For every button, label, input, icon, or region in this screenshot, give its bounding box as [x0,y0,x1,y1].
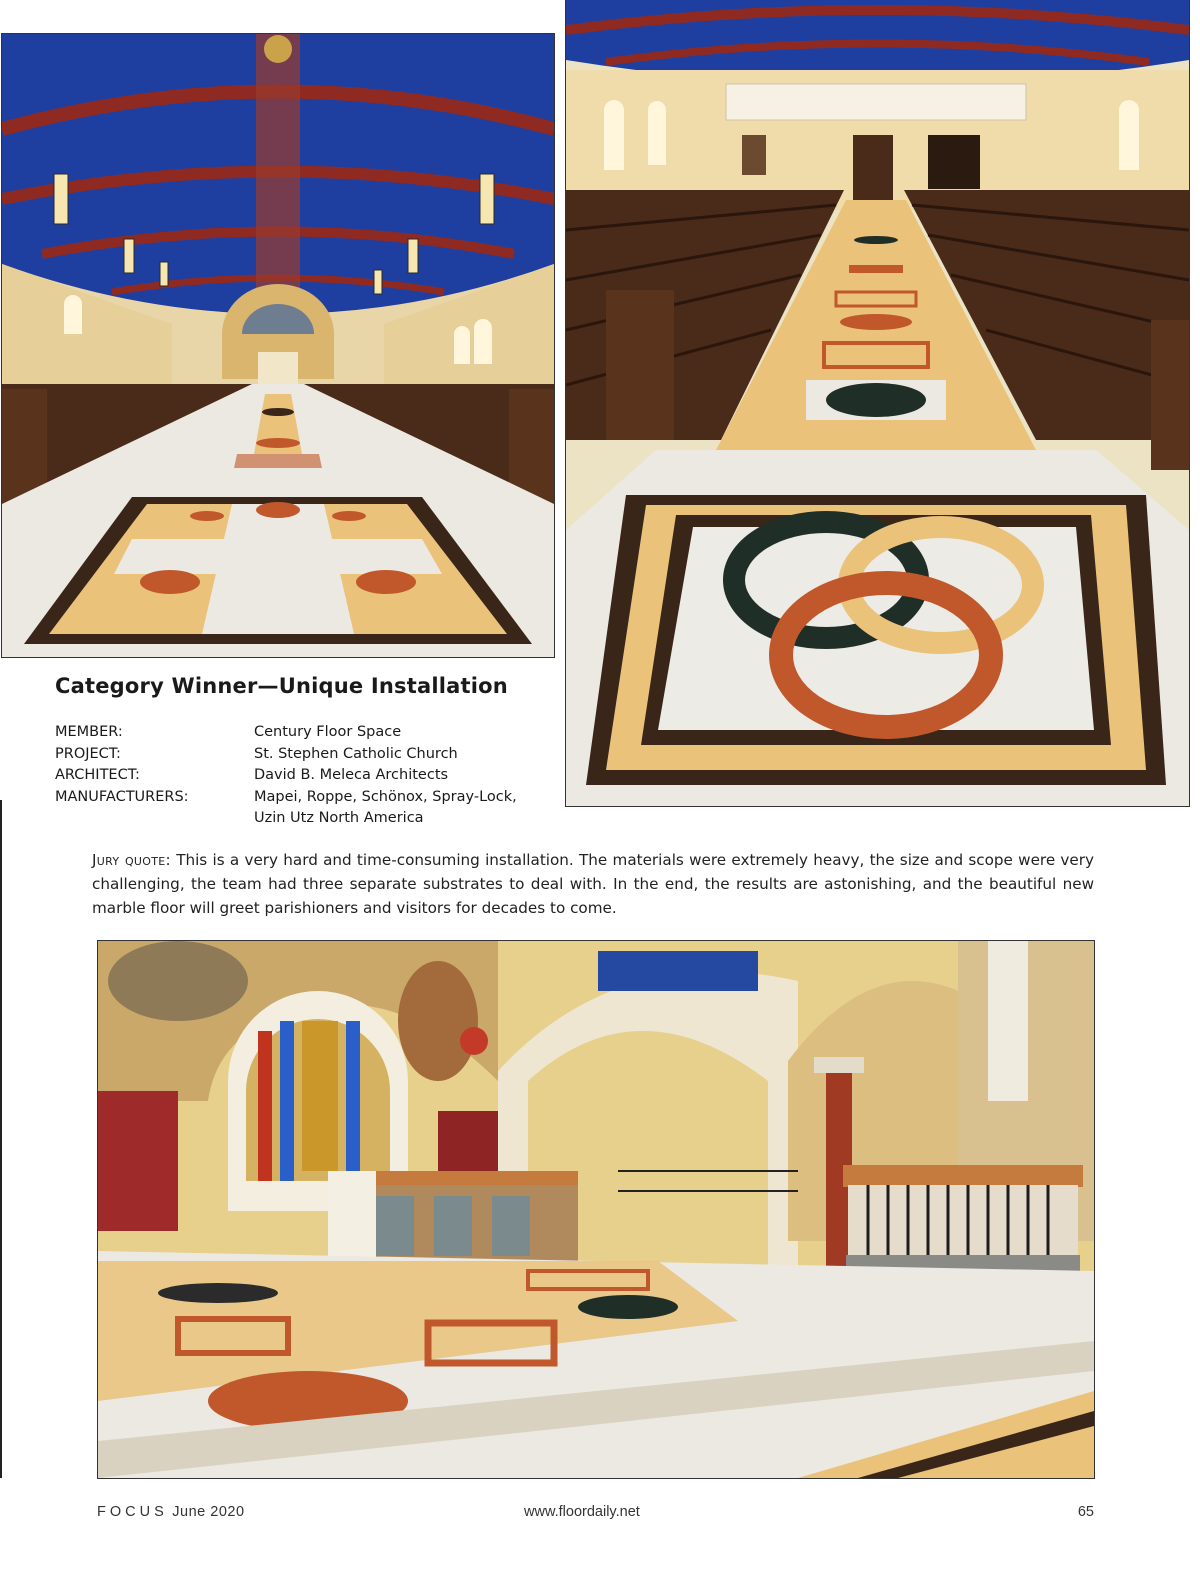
photo-aisle-rings-medallion [565,0,1190,807]
page-edge-rule [0,800,2,1478]
footer-page-number: 65 [1077,1504,1094,1520]
credit-value: David B. Meleca Architects [254,767,449,783]
credit-value: Century Floor Space [254,724,402,740]
footer-issue-date: June 2020 [172,1504,245,1520]
photo-church-nave [1,33,555,658]
project-credits [55,722,544,830]
credit-row-manufacturers [55,787,544,809]
credit-row-manufacturers-cont [55,808,544,830]
credit-label: MEMBER: [55,724,123,740]
credit-row-member [55,722,544,744]
footer-magazine-name: FOCUS [97,1504,168,1520]
credit-value: St. Stephen Catholic Church [254,745,458,762]
footer-issue [97,1504,245,1520]
jury-quote [92,848,1094,920]
credit-label: ARCHITECT: [55,767,140,783]
credit-label [55,808,254,830]
credit-value: Mapei, Roppe, Schönox, Spray-Lock, [254,788,517,805]
credit-row-architect [55,765,544,787]
article-heading: Category Winner—Unique Installation [55,674,508,698]
jury-quote-label: Jury quote: [92,851,171,869]
credit-label: MANUFACTURERS: [55,788,189,805]
credit-row-project [55,744,544,766]
credit-label: PROJECT: [55,745,121,762]
credit-value: Uzin Utz North America [254,810,424,826]
footer-url[interactable]: www.floordaily.net [524,1504,640,1520]
photo-sanctuary-altar [97,940,1095,1479]
jury-quote-text: This is a very hard and time-consuming installation. The materials were extremely heavy, the size and scope were very challenging, the team had three separate substrates to deal with. In the end, the results are astonishing, and the beautiful new marble floor will greet parishioners and visitors for decades to come. [92,851,1094,917]
